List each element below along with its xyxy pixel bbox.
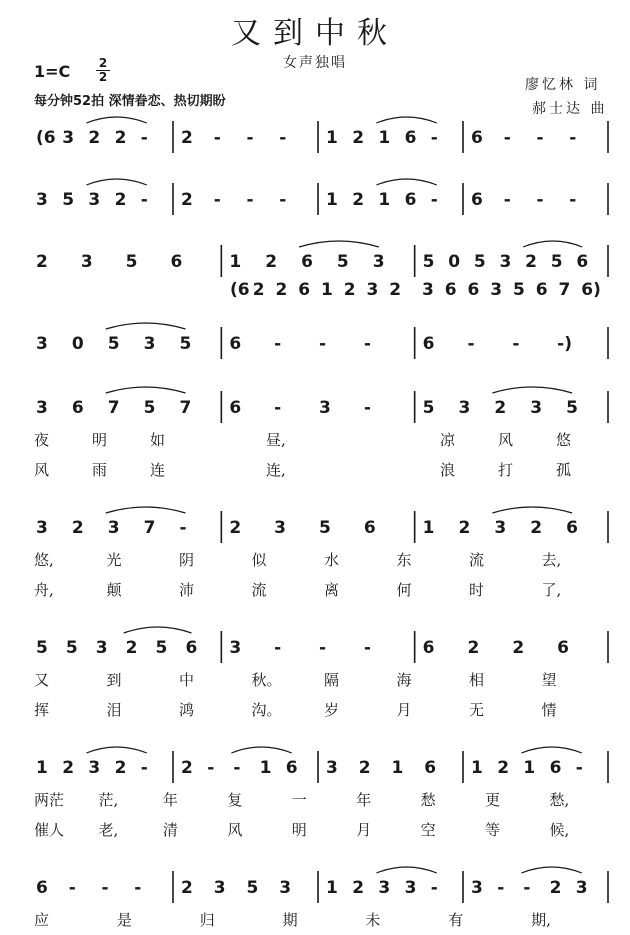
note: 5 <box>422 398 435 418</box>
note: 6 <box>471 128 483 148</box>
sustain-dash: - <box>274 638 282 658</box>
note: 2 <box>494 398 507 418</box>
note: 5 <box>143 398 156 418</box>
lyric-word: 阴 <box>179 551 195 569</box>
slur <box>376 117 436 123</box>
lyric-word: 望 <box>541 671 557 689</box>
sustain-dash: - <box>213 190 221 210</box>
note: 2 <box>265 252 278 272</box>
lyric-word: 年 <box>356 791 372 809</box>
note: 0 <box>71 334 84 354</box>
note: 2 <box>358 758 371 778</box>
note: 2 <box>497 758 510 778</box>
note: 5 <box>246 878 259 898</box>
lyric-word: 等 <box>485 821 501 839</box>
slur <box>521 747 581 753</box>
sustain-dash: - <box>569 128 577 148</box>
sustain-dash: - <box>140 128 148 148</box>
note: 3 <box>36 398 48 418</box>
lyric-word: 复 <box>227 791 243 809</box>
sustain-dash: - <box>536 190 544 210</box>
note: 2 <box>181 758 193 778</box>
slur <box>86 179 146 185</box>
sustain-dash: - <box>319 334 327 354</box>
note: 6 <box>229 334 242 354</box>
lyric-word: 时 <box>469 581 485 599</box>
accompaniment-note: 3 <box>422 280 434 300</box>
slur <box>492 507 572 513</box>
note: 3 <box>88 758 101 778</box>
note: 6 <box>301 252 313 272</box>
lyric-word: 何 <box>396 581 412 599</box>
sustain-dash: - <box>363 334 371 354</box>
lyric-word: 到 <box>106 671 122 689</box>
note: 3 <box>499 252 512 272</box>
lyric-word: 风 <box>34 461 50 479</box>
lyric-word: 愁 <box>420 791 436 809</box>
note: 2 <box>525 252 537 272</box>
note: 1 <box>391 758 404 778</box>
note: 1 <box>471 758 483 778</box>
note: 3 <box>95 638 108 658</box>
note: 3 <box>575 878 588 898</box>
lyric-word: 未 <box>365 911 381 929</box>
sustain-dash: - <box>179 518 187 538</box>
lyric-word: 海 <box>396 671 412 689</box>
lyric-word: 期, <box>531 911 551 929</box>
song-title: 又到中秋 <box>231 16 399 51</box>
note: 3 <box>143 334 156 354</box>
lyric-word: 风 <box>498 431 514 449</box>
accompaniment-note: 3 <box>490 280 503 300</box>
lyric-word: 去, <box>541 551 562 569</box>
lyric-word: 挥 <box>34 701 50 719</box>
note: 3 <box>494 518 507 538</box>
sustain-dash: - <box>503 190 511 210</box>
lyric-word: 流 <box>469 551 485 569</box>
lyric-word: 月 <box>396 701 412 719</box>
note: 5 <box>336 252 349 272</box>
note: 2 <box>181 128 193 148</box>
note: 6 <box>566 518 578 538</box>
lyric-word: 沟。 <box>251 701 282 719</box>
note: 3 <box>530 398 543 418</box>
accompaniment-note: 5 <box>513 280 525 300</box>
lyric-word: 茫, <box>98 791 119 809</box>
note: 3 <box>36 190 48 210</box>
note: 2 <box>512 638 525 658</box>
lyric-word: 愁, <box>549 791 570 809</box>
lyric-word: 明 <box>92 431 108 449</box>
composer-credit: 郝士达 曲 <box>532 101 608 117</box>
lyric-word: 是 <box>116 911 132 929</box>
note: 5 <box>550 252 563 272</box>
time-signature-top: 2 <box>98 56 108 70</box>
note: 6 <box>363 518 376 538</box>
lyricist-credit: 廖忆林 词 <box>525 77 601 93</box>
note: 1 <box>378 128 391 148</box>
note: 3 <box>274 518 287 538</box>
note: 1 <box>229 252 242 272</box>
lyric-word: 催人 <box>34 821 65 839</box>
lyric-word: 悠, <box>34 551 54 569</box>
sustain-dash: - <box>575 758 583 778</box>
accompaniment-note: 2 <box>252 280 265 300</box>
sustain-dash: - <box>246 128 254 148</box>
note: 3 <box>80 252 93 272</box>
sustain-dash: - <box>430 878 438 898</box>
note: 3 <box>88 190 101 210</box>
sustain-dash: - <box>207 758 215 778</box>
note: 0 <box>448 252 461 272</box>
lyric-word: 流 <box>251 581 267 599</box>
lyric-word: 清 <box>162 821 178 839</box>
note: 6 <box>71 398 84 418</box>
lyric-word: 昼, <box>266 431 286 449</box>
note: 3 <box>319 398 331 418</box>
note: 3 <box>326 758 338 778</box>
note: 7 <box>179 398 192 418</box>
time-signature-bottom: 2 <box>98 70 108 84</box>
note: 2 <box>88 128 101 148</box>
note: 1 <box>326 190 338 210</box>
lyric-word: 雨 <box>92 461 108 479</box>
note: 5 <box>62 190 75 210</box>
lyric-word: 鸿 <box>179 701 195 719</box>
sustain-dash: - <box>140 190 148 210</box>
lyric-word: 相 <box>469 671 485 689</box>
note: 3 <box>36 518 48 538</box>
accompaniment-note: 6 <box>298 280 311 300</box>
note: 2 <box>114 758 127 778</box>
note: 2 <box>71 518 84 538</box>
sustain-dash: - <box>523 878 531 898</box>
note: 2 <box>62 758 75 778</box>
lyric-word: 连 <box>150 461 166 479</box>
note: 2 <box>114 190 127 210</box>
note: 5 <box>319 518 331 538</box>
accompaniment-note: 6 <box>467 280 480 300</box>
sustain-dash: - <box>569 190 577 210</box>
note: 7 <box>107 398 120 418</box>
sustain-dash: - <box>512 334 520 354</box>
note: 3 <box>107 518 120 538</box>
lyric-word: 光 <box>106 551 122 569</box>
slur <box>106 387 186 393</box>
sustain-dash: - <box>279 128 287 148</box>
performance-type: 女声独唱 <box>283 55 347 71</box>
lyric-word: 期 <box>282 911 298 929</box>
accompaniment-note: 2 <box>343 280 356 300</box>
sustain-dash: - <box>274 398 282 418</box>
lyric-word: 似 <box>251 551 267 569</box>
lyric-word: 年 <box>162 791 178 809</box>
sustain-dash: - <box>279 190 287 210</box>
note: 1 <box>259 758 272 778</box>
lyric-word: 秋。 <box>251 671 282 689</box>
note: 6 <box>404 190 417 210</box>
tempo-marking: 每分钟52拍 深情眷恋、热切期盼 <box>34 94 226 109</box>
slur <box>299 241 379 247</box>
note: 2 <box>181 190 193 210</box>
note: 6 <box>422 638 435 658</box>
note: 2 <box>125 638 138 658</box>
note: 5 <box>107 334 120 354</box>
lyric-word: 岁 <box>324 701 340 719</box>
lyric-word: 东 <box>396 551 412 569</box>
lyric-word: 隔 <box>324 671 340 689</box>
sustain-dash: - <box>536 128 544 148</box>
accompaniment-note: 7 <box>558 280 571 300</box>
slur <box>231 747 291 753</box>
lyric-word: 舟, <box>34 581 54 599</box>
note: 7 <box>143 518 156 538</box>
accompaniment-note: 6) <box>581 280 601 300</box>
note: 6 <box>36 878 48 898</box>
note: 2 <box>114 128 127 148</box>
lyric-word: 又 <box>34 671 50 689</box>
lyric-word: 连, <box>266 461 286 479</box>
note: 6 <box>285 758 298 778</box>
lyric-word: 风 <box>227 821 243 839</box>
lyric-word: 浪 <box>440 461 456 479</box>
note: 2 <box>549 878 562 898</box>
note: 3 <box>213 878 226 898</box>
slur <box>492 387 572 393</box>
sustain-dash: - <box>68 878 76 898</box>
accompaniment-note: 3 <box>366 280 379 300</box>
note: 5 <box>155 638 168 658</box>
note: 6 <box>422 334 435 354</box>
note: -) <box>557 334 572 354</box>
sustain-dash: - <box>319 638 327 658</box>
accompaniment-note: 2 <box>275 280 288 300</box>
note: 5 <box>179 334 192 354</box>
note: 2 <box>352 128 365 148</box>
lyric-word: 情 <box>541 701 557 719</box>
note: 2 <box>352 190 365 210</box>
accompaniment-note: 6 <box>444 280 457 300</box>
lyric-word: 两茫 <box>34 791 65 809</box>
key-signature: 1=C <box>34 62 71 81</box>
note: 1 <box>378 190 391 210</box>
note: 2 <box>229 518 242 538</box>
note: 5 <box>65 638 78 658</box>
slur <box>86 117 146 123</box>
sustain-dash: - <box>274 334 282 354</box>
note: 3 <box>229 638 242 658</box>
note: 6 <box>549 758 562 778</box>
note: 5 <box>36 638 48 658</box>
sustain-dash: - <box>233 758 241 778</box>
note: 3 <box>378 878 391 898</box>
sustain-dash: - <box>140 758 148 778</box>
lyric-word: 月 <box>356 821 372 839</box>
note: 3 <box>372 252 385 272</box>
note: 6 <box>185 638 198 658</box>
note: 6 <box>471 190 483 210</box>
note: 3 <box>62 128 75 148</box>
note: 5 <box>422 252 435 272</box>
note: 3 <box>458 398 471 418</box>
note: 3 <box>471 878 483 898</box>
note: 2 <box>181 878 193 898</box>
lyric-word: 打 <box>498 461 514 479</box>
sustain-dash: - <box>430 190 438 210</box>
slur <box>124 627 192 633</box>
lyric-word: 中 <box>179 671 195 689</box>
note: 1 <box>422 518 435 538</box>
note: 6 <box>424 758 437 778</box>
note: 6 <box>229 398 242 418</box>
lyric-word: 应 <box>34 911 50 929</box>
sustain-dash: - <box>363 638 371 658</box>
accompaniment-note: 6 <box>535 280 548 300</box>
lyric-word: 老, <box>98 821 119 839</box>
note: 6 <box>557 638 570 658</box>
lyric-word: 归 <box>199 911 215 929</box>
note: 1 <box>326 878 338 898</box>
lyric-word: 沛 <box>179 581 195 599</box>
note: 5 <box>566 398 578 418</box>
sustain-dash: - <box>430 128 438 148</box>
note: 1 <box>326 128 338 148</box>
note: 2 <box>467 638 480 658</box>
slur <box>106 323 186 329</box>
lyric-word: 无 <box>469 701 485 719</box>
sustain-dash: - <box>497 878 505 898</box>
note: 3 <box>404 878 417 898</box>
slur <box>106 507 186 513</box>
slur <box>523 241 582 247</box>
lyric-word: 了, <box>541 581 562 599</box>
lyric-word: 颠 <box>106 581 122 599</box>
note: 5 <box>125 252 138 272</box>
note: 2 <box>352 878 365 898</box>
accompaniment-note: 2 <box>389 280 402 300</box>
slur <box>376 867 436 873</box>
note: 1 <box>36 758 48 778</box>
lyric-word: 离 <box>324 581 340 599</box>
lyric-word: 悠 <box>556 431 572 449</box>
note: 6 <box>170 252 183 272</box>
lyric-word: 夜 <box>34 431 50 449</box>
note: 6 <box>576 252 589 272</box>
note: 3 <box>36 334 48 354</box>
lyric-word: 明 <box>291 821 307 839</box>
note: 2 <box>530 518 543 538</box>
sustain-dash: - <box>503 128 511 148</box>
lyric-word: 水 <box>324 551 340 569</box>
slur <box>376 179 436 185</box>
note: (6 <box>36 128 56 148</box>
note: 5 <box>473 252 486 272</box>
sustain-dash: - <box>213 128 221 148</box>
note: 3 <box>279 878 292 898</box>
sustain-dash: - <box>134 878 142 898</box>
note: 2 <box>458 518 471 538</box>
accompaniment-note: (6 <box>230 280 250 300</box>
lyric-word: 泪 <box>106 701 122 719</box>
slur <box>521 867 581 873</box>
lyric-word: 候, <box>549 821 570 839</box>
sustain-dash: - <box>363 398 371 418</box>
lyric-word: 孤 <box>556 461 572 479</box>
lyric-word: 凉 <box>440 431 456 449</box>
lyric-word: 一 <box>291 791 307 809</box>
slur <box>86 747 146 753</box>
sustain-dash: - <box>101 878 109 898</box>
lyric-word: 空 <box>420 821 436 839</box>
sustain-dash: - <box>467 334 475 354</box>
sustain-dash: - <box>246 190 254 210</box>
accompaniment-note: 1 <box>321 280 333 300</box>
note: 2 <box>36 252 48 272</box>
note: 1 <box>523 758 536 778</box>
note: 6 <box>404 128 417 148</box>
lyric-word: 更 <box>485 791 501 809</box>
lyric-word: 有 <box>448 911 464 929</box>
lyric-word: 如 <box>150 431 166 449</box>
